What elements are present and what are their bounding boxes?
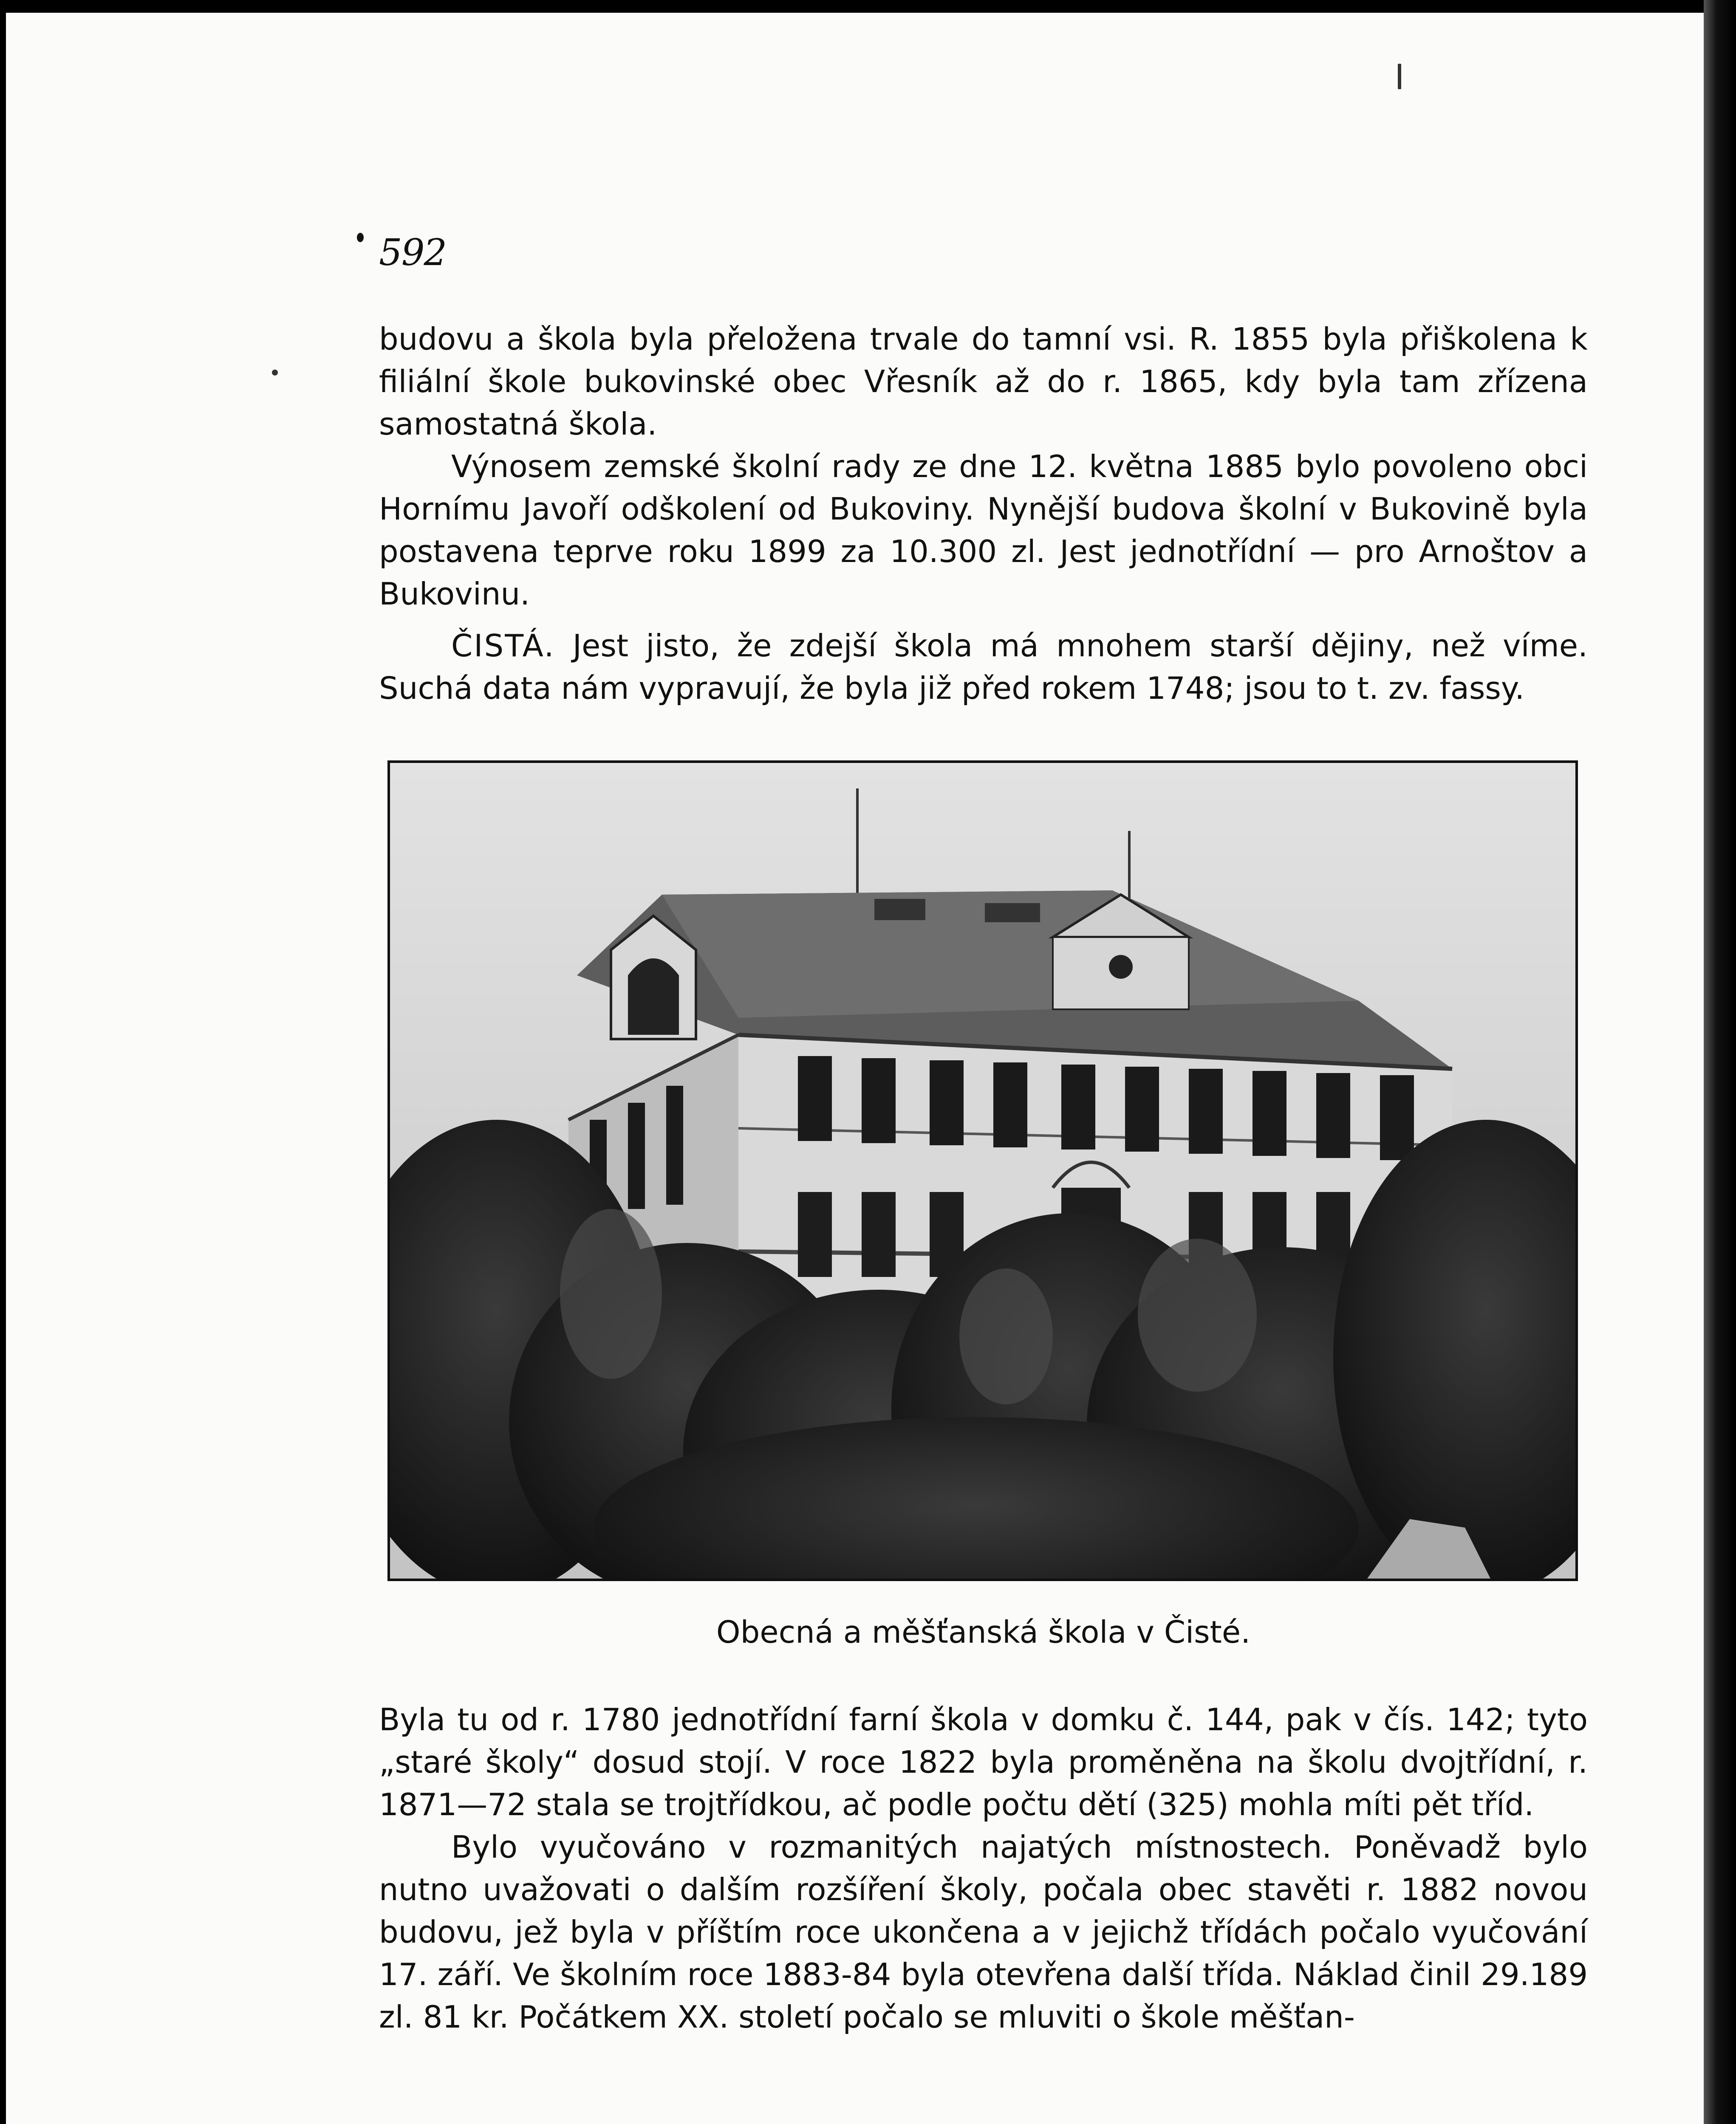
paragraph: Byla tu od r. 1780 jednotřídní farní škola v domku č. 144, pak v čís. 142; tyto „staré školy“ dosud stojí. V roce 1822 byla proměněna na školu dvojtřídní, r. 1871—72 stala se trojtřídkou, ač podle počtu dětí (325) mohla míti pět tříd. — [379, 1702, 1588, 1822]
ink-speck — [357, 233, 364, 242]
school-building-illustration — [390, 763, 1575, 1579]
page-number: 592 — [379, 232, 447, 274]
section-text: Jest jisto, že zdejší škola má mnohem starší dějiny, než víme. Suchá data nám vypravují, že byla již před rokem 1748; jsou to t. zv. fassy. — [379, 628, 1588, 706]
school-building-photo — [387, 760, 1578, 1581]
scan-edge-shadow — [1704, 0, 1736, 2124]
ink-speck — [1398, 64, 1401, 89]
text-block-top — [379, 318, 1588, 615]
section-heading: ČISTÁ. — [451, 628, 555, 664]
paragraph: Výnosem zemské školní rady ze dne 12. května 1885 bylo povoleno obci Hornímu Javoří odškolení od Bukoviny. Nynější budova školní v Bukovině byla postavena teprve roku 1899 za 10.300 zl. Jest jednotřídní — pro Arnoštov a Bukovinu. — [379, 449, 1588, 612]
ink-speck — [272, 370, 278, 376]
paragraph: Bylo vyučováno v rozmanitých najatých místnostech. Poněvadž bylo nutno uvažovati o dalším rozšíření školy, počala obec stavěti r. 1882 novou budovu, jež byla v příštím roce ukončena a v jejichž třídách počalo vyučování 17. září. Ve školním roce 1883-84 byla otevřena další třída. Náklad činil 29.189 zl. 81 kr. Počátkem XX. století počalo se mluviti o škole měšťan- — [379, 1829, 1588, 2035]
section-cista — [379, 624, 1588, 709]
figure-caption: Obecná a měšťanská škola v Čisté. — [716, 1614, 1251, 1650]
text-block-bottom — [379, 1698, 1588, 2038]
paragraph — [379, 624, 1588, 709]
paragraph: budovu a škola byla přeložena trvale do tamní vsi. R. 1855 byla přiškolena k filiální škole bukovinské obec Vřesník až do r. 1865, kdy byla tam zřízena samostatná škola. — [379, 321, 1588, 442]
